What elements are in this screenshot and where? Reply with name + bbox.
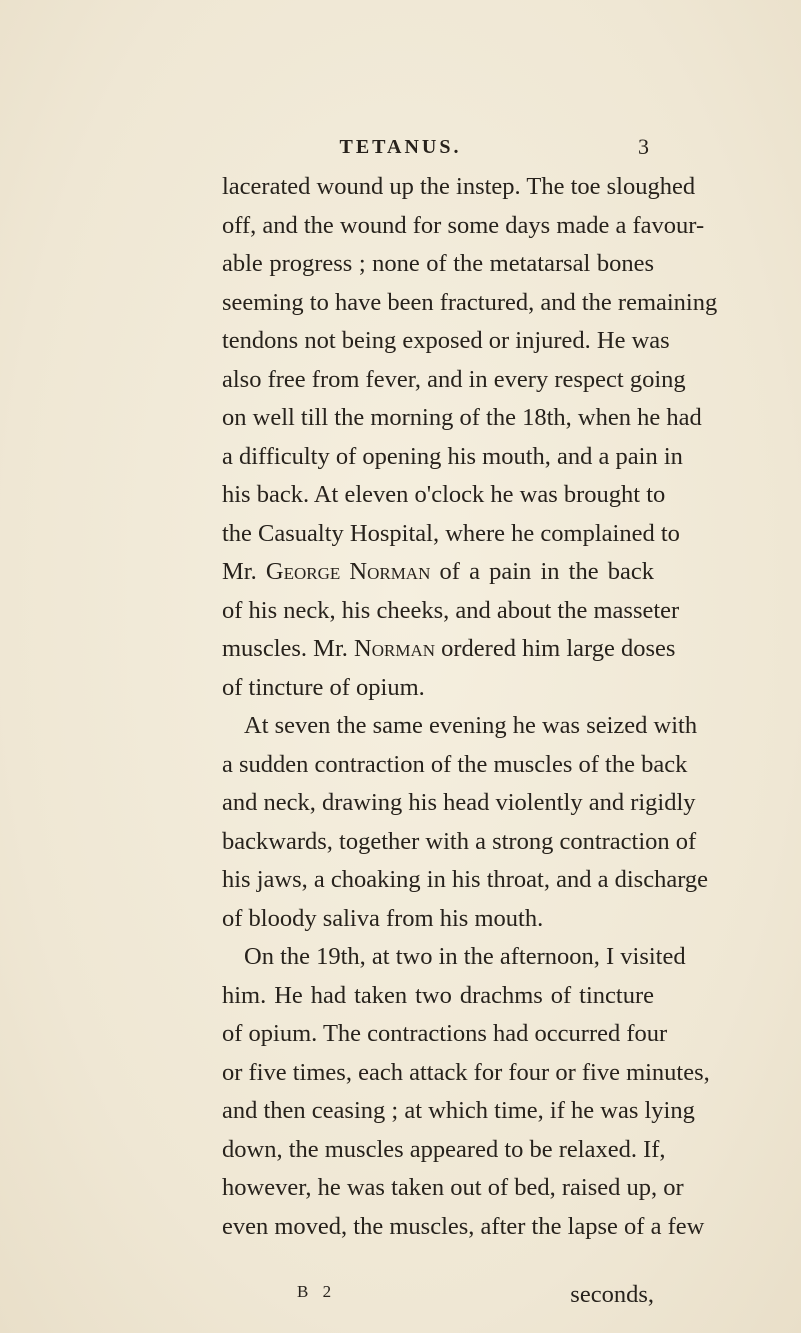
text-line: him. He had taken two drachms of tincture [222,981,654,1009]
text-line [222,630,676,669]
text-line: lacerated wound up the instep. The toe sloughed [222,173,696,200]
text-line: on well till the morning of the 18th, when he had [222,404,702,431]
page-footer [222,1276,654,1315]
text-line: a sudden contraction of the muscles of the back [222,750,688,778]
text-segment: of a pain in the back [430,558,655,585]
paragraph-start-line: On the 19th, at two in the afternoon, I visited [244,943,686,970]
text-line: of opium. The contractions had occurred four [222,1020,668,1047]
paragraph-end-line: of tincture of opium. [222,673,425,701]
text-line: also free from fever, and in every respect going [222,365,686,393]
text-segment: Mr. [222,558,266,585]
person-name: George Norman [265,558,431,585]
paragraph-start-line: At seven the same evening he was seized with [244,712,698,739]
text-line: able progress ; none of the metatarsal bones [222,250,654,277]
body-text [222,168,718,1246]
text-line: off, and the wound for some days made a favour- [222,211,705,239]
catchword: seconds, [570,1281,654,1308]
text-line: of his neck, his cheeks, and about the masseter [222,596,680,624]
text-segment: ordered him large doses [435,635,676,662]
text-line: the Casualty Hospital, where he complained to [222,519,680,547]
text-segment: muscles. Mr. [222,635,355,662]
text-line: his back. At eleven o'clock he was brought to [222,481,666,508]
page-number: 3 [638,134,649,159]
text-line: and then ceasing ; at which time, if he was lying [222,1097,695,1124]
text-line: down, the muscles appeared to be relaxed. If, [222,1135,666,1163]
text-line [222,553,654,592]
text-line: however, he was taken out of bed, raised up, or [222,1174,684,1201]
person-name: Norman [354,635,436,662]
text-line: seeming to have been fractured, and the remaining [222,288,718,316]
text-line: or five times, each attack for four or five minutes, [222,1058,710,1086]
running-head: TETANUS. [339,136,462,158]
text-line: and neck, drawing his head violently and rigidly [222,789,696,816]
paragraph-end-line: of bloody saliva from his mouth. [222,904,544,932]
signature-mark: B 2 [297,1282,337,1301]
text-line: backwards, together with a strong contraction of [222,827,697,855]
text-line: tendons not being exposed or injured. He was [222,327,670,354]
text-line: a difficulty of opening his mouth, and a pain in [222,442,683,470]
text-line: his jaws, a choaking in his throat, and a discharge [222,866,709,893]
text-line: even moved, the muscles, after the lapse of a few [222,1212,705,1240]
